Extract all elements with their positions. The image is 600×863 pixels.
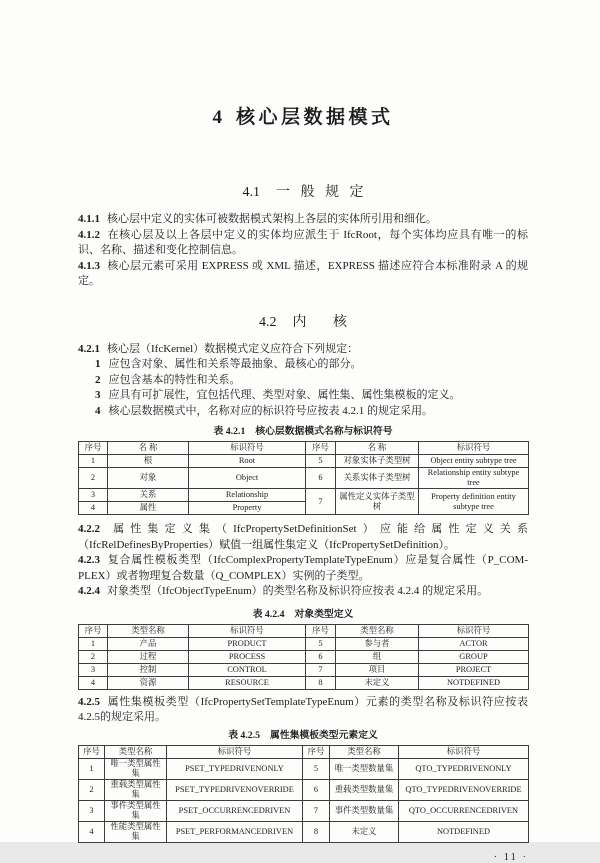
table-cell: QTO_OCCURRENCEDRIVEN: [399, 800, 529, 821]
list-item-text: 应包含对象、属性和关系等最抽象、最核心的部分。: [108, 358, 362, 370]
table-cell: 属性: [108, 502, 189, 515]
section-title: 一般规定: [276, 185, 374, 200]
table-row: [79, 637, 529, 650]
clause-4-2-1: [78, 342, 528, 358]
table-4-2-4: [78, 624, 529, 690]
list-item-number: 2: [95, 373, 101, 386]
table-cell: 6: [306, 650, 336, 663]
table-cell: 事件类型数量集: [330, 800, 399, 821]
page-title-number: 4: [212, 107, 222, 128]
section-number: 4.1: [242, 185, 260, 200]
table-cell: 4: [79, 676, 108, 689]
table-cell: Property definition entity subtype tree: [419, 489, 529, 515]
table-cell: Root: [189, 455, 306, 468]
table-title: 核心层数据模式名称与标识符号: [255, 426, 393, 437]
list-item-text: 应包含基本的特性和关系。: [108, 373, 241, 386]
list-item: [78, 373, 528, 389]
table-cell: RESOURCE: [189, 676, 306, 689]
clause-4-2-2: [78, 522, 528, 553]
table-cell: PSET_TYPEDRIVENOVERRIDE: [167, 779, 303, 800]
table-cell: 对象: [108, 468, 189, 489]
table-row: [79, 489, 529, 502]
table-cell: 3: [79, 663, 108, 676]
table-cell: PSET_PERFORMANCEDRIVEN: [167, 822, 303, 843]
table-header-row: [79, 624, 529, 637]
header-cell: 类型名称: [108, 624, 189, 637]
table-cell: 控制: [108, 663, 189, 676]
header-cell: 标识符号: [189, 624, 306, 637]
table-cell: Object: [189, 468, 306, 489]
table-cell: 未定义: [336, 676, 419, 689]
table-cell: 3: [79, 800, 105, 821]
table-label: 表 4.2.5: [228, 729, 261, 741]
table-cell: 关系实体子类型树: [336, 468, 419, 489]
list-item-number: 3: [95, 389, 101, 401]
table-cell: Relationship: [189, 489, 306, 502]
table-cell: 2: [79, 779, 105, 800]
table-cell: ACTOR: [419, 637, 529, 650]
clause-number: 4.2.1: [78, 342, 100, 355]
table-cell: Property: [189, 502, 306, 515]
header-cell: 标识符号: [419, 442, 529, 455]
list-item-number: 4: [95, 404, 101, 417]
table-cell: 1: [79, 455, 108, 468]
clause-text: 核心层（IfcKernel）数据模式定义应符合下列规定：: [107, 342, 359, 355]
table-caption-4-2-5: [78, 729, 528, 742]
clause-number: 4.1.1: [78, 213, 100, 225]
clause-number: 4.2.3: [78, 554, 100, 567]
page-title-text: 核心层数据模式: [235, 107, 394, 128]
header-cell: 类型名称: [105, 745, 167, 758]
table-cell: 组: [336, 650, 419, 663]
table-row: [79, 800, 529, 821]
section-title: 内核: [292, 314, 374, 330]
table-cell: 根: [108, 455, 189, 468]
clause-4-1-1: [78, 212, 528, 228]
clause-4-2-3: [78, 553, 528, 584]
list-item: [78, 357, 528, 373]
clause-number: 4.1.3: [78, 259, 100, 272]
table-cell: QTO_TYPEDRIVENOVERRIDE: [399, 779, 529, 800]
table-cell: 8: [306, 676, 336, 689]
table-cell: 1: [79, 637, 108, 650]
table-cell: NOTDEFINED: [399, 822, 529, 843]
table-cell: 对象实体子类型树: [336, 455, 419, 468]
table-cell: 性能类型属性集: [105, 822, 167, 843]
list-item-text: 核心层数据模式中，名称对应的标识符号应按表 4.2.1 的规定采用。: [108, 404, 433, 417]
table-cell: 唯一类型数量集: [330, 758, 399, 779]
table-cell: 属性定义实体子类型树: [336, 489, 419, 515]
clause-number: 4.2.2: [78, 523, 100, 536]
table-caption-4-2-4: [78, 608, 528, 621]
table-label: 表 4.2.4: [252, 608, 285, 620]
clause-text: 核心层元素可采用 EXPRESS 或 XML 描述，EXPRESS 描述应符合本标准附录 A 的规定。: [78, 259, 528, 287]
table-cell: 2: [79, 468, 108, 489]
table-4-2-1: [78, 441, 529, 515]
table-label: 表 4.2.1: [213, 426, 246, 437]
table-cell: 5: [303, 758, 330, 779]
table-title: 属性集模板类型元素定义: [270, 729, 378, 741]
table-cell: 7: [306, 489, 336, 515]
table-header-row: [79, 442, 529, 455]
table-cell: 6: [306, 468, 336, 489]
table-cell: 重载类型属性集: [105, 779, 167, 800]
clause-number: 4.1.2: [78, 228, 100, 241]
table-cell: Relationship entity subtype tree: [419, 468, 529, 489]
clause-4-2-5: [78, 695, 528, 726]
table-cell: 6: [303, 779, 330, 800]
clause-text: 在核心层及以上各层中定义的实体均应派生于 IfcRoot，每个实体均应具有唯一的标识、名称、描述和变化控制信息。: [78, 228, 528, 256]
clause-text: 核心层中定义的实体可被数据模式架构上各层的实体所引用和细化。: [107, 213, 437, 225]
table-cell: 7: [303, 800, 330, 821]
clause-4-1-3: [78, 259, 528, 290]
table-cell: NOTDEFINED: [419, 676, 529, 689]
list-item-text: 应具有可扩展性，宜包括代理、类型对象、属性集、属性集模板的定义。: [108, 389, 461, 401]
table-cell: QTO_TYPEDRIVENONLY: [399, 758, 529, 779]
table-cell: 关系: [108, 489, 189, 502]
table-row: [79, 758, 529, 779]
table-caption-4-2-1: [78, 425, 528, 438]
section-number: 4.2: [258, 314, 277, 330]
table-cell: 3: [79, 489, 108, 502]
clause-number: 4.2.5: [78, 695, 100, 708]
header-cell: 序号: [79, 442, 108, 455]
table-cell: 资源: [108, 676, 189, 689]
table-cell: 过程: [108, 650, 189, 663]
table-cell: 1: [79, 758, 105, 779]
header-cell: 名 称: [336, 442, 419, 455]
clause-text: 复合属性模板类型（IfcComplexPropertyTemplateTypeEnum）应是复合属性（P_COMPLEX）或者物理复合数量（Q_COMPLEX）实例的子类型。: [78, 554, 528, 582]
table-title: 对象类型定义: [294, 608, 354, 620]
table-4-2-5: [78, 745, 529, 844]
page-title: [78, 106, 528, 130]
header-cell: 序号: [306, 624, 336, 637]
header-cell: 序号: [306, 442, 336, 455]
table-cell: GROUP: [419, 650, 529, 663]
table-row: [79, 779, 529, 800]
table-row: [79, 468, 529, 489]
header-cell: 标识符号: [189, 442, 306, 455]
table-cell: Object entity subtype tree: [419, 455, 529, 468]
table-cell: 重载类型数量集: [330, 779, 399, 800]
clause-text: 对象类型（IfcObjectTypeEnum）的类型名称及标识符应按表 4.2.4 的规定采用。: [107, 585, 489, 598]
clause-text: 属性集模板类型（IfcPropertySetTemplateTypeEnum）元素的类型名称及标识符应按表 4.2.5的规定采用。: [78, 695, 528, 724]
clause-text: 属性集定义集（IfcPropertySetDefinitionSet）应能给属性定义关系（IfcRelDefinesByProperties）赋值一组属性集定义（IfcPropertySetDefinition）。: [78, 523, 528, 551]
table-cell: 未定义: [330, 822, 399, 843]
header-cell: 类型名称: [330, 745, 399, 758]
list-item: [78, 388, 528, 404]
clause-4-2-4: [78, 584, 528, 600]
header-cell: 标识符号: [399, 745, 529, 758]
list-item-number: 1: [95, 358, 101, 370]
table-cell: 8: [303, 822, 330, 843]
table-cell: PSET_TYPEDRIVENONLY: [167, 758, 303, 779]
table-cell: 4: [79, 502, 108, 515]
table-row: [79, 663, 529, 676]
table-header-row: [79, 745, 529, 758]
table-cell: PRODUCT: [189, 637, 306, 650]
list-item: [78, 404, 528, 420]
table-cell: 事件类型属性集: [105, 800, 167, 821]
header-cell: 序号: [79, 624, 108, 637]
table-row: [79, 650, 529, 663]
table-cell: 5: [306, 637, 336, 650]
table-cell: 产品: [108, 637, 189, 650]
header-cell: 标识符号: [419, 624, 529, 637]
table-cell: 唯一类型属性集: [105, 758, 167, 779]
table-row: [79, 822, 529, 843]
table-cell: 7: [306, 663, 336, 676]
table-cell: PSET_OCCURRENCEDRIVEN: [167, 800, 303, 821]
table-cell: 5: [306, 455, 336, 468]
table-row: [79, 676, 529, 689]
clause-4-1-2: [78, 228, 528, 259]
header-cell: 序号: [79, 745, 105, 758]
clause-4-2-1-list: [78, 357, 528, 419]
section-heading-4-1: [78, 184, 528, 202]
table-row: [79, 455, 529, 468]
header-cell: 标识符号: [167, 745, 303, 758]
table-cell: 参与者: [336, 637, 419, 650]
table-cell: PROJECT: [419, 663, 529, 676]
clause-number: 4.2.4: [78, 585, 100, 598]
table-cell: PROCESS: [189, 650, 306, 663]
section-heading-4-2: [78, 314, 528, 332]
table-cell: 2: [79, 650, 108, 663]
page-number: · 11 ·: [493, 852, 528, 863]
table-cell: 4: [79, 822, 105, 843]
header-cell: 名 称: [108, 442, 189, 455]
header-cell: 类型名称: [336, 624, 419, 637]
table-cell: CONTROL: [189, 663, 306, 676]
header-cell: 序号: [303, 745, 330, 758]
table-cell: 项目: [336, 663, 419, 676]
